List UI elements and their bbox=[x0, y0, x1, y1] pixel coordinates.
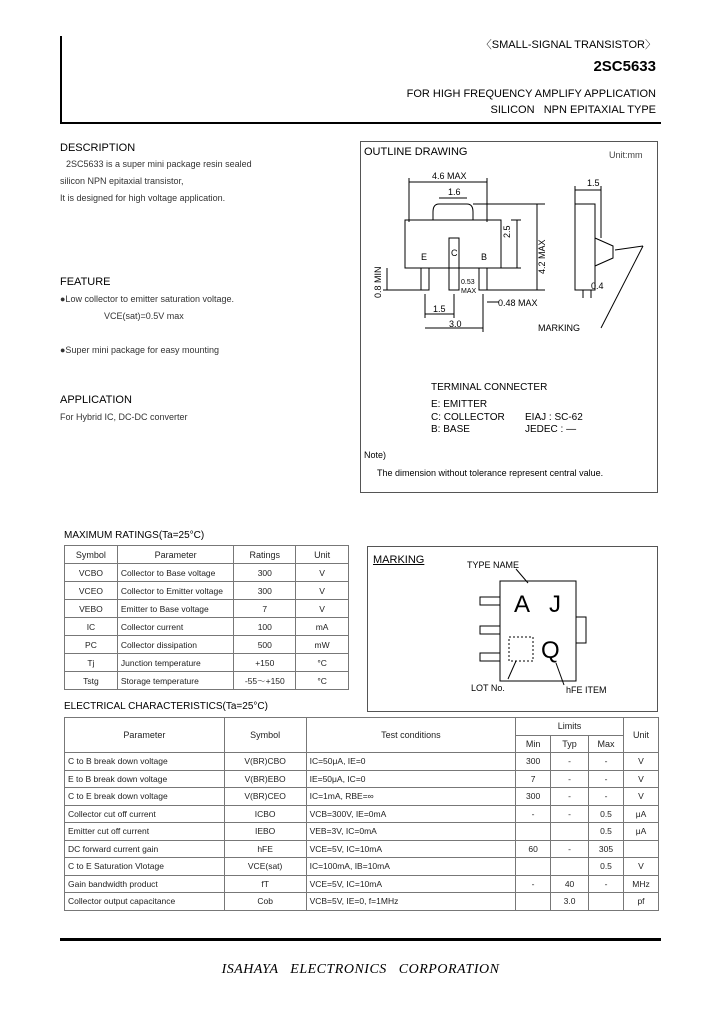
table-cell: μA bbox=[624, 823, 659, 841]
table-cell: V(BR)EBO bbox=[224, 770, 306, 788]
marking-title: MARKING bbox=[373, 554, 425, 566]
marking-lead bbox=[480, 597, 500, 605]
type-line: SILICON NPN EPITAXIAL TYPE bbox=[490, 104, 656, 116]
lead-collector bbox=[449, 238, 459, 290]
table-header: Parameter bbox=[117, 546, 234, 564]
feature-item-value: VCE(sat)=0.5V max bbox=[104, 311, 184, 321]
table-header: Limits bbox=[516, 718, 624, 736]
table-cell: Junction temperature bbox=[117, 654, 234, 672]
marking-box bbox=[367, 546, 658, 712]
table-cell: VCE(sat) bbox=[224, 858, 306, 876]
dim-0-53: 0.53 bbox=[461, 279, 475, 286]
header-left-rule bbox=[60, 36, 62, 122]
table-cell: Collector to Base voltage bbox=[117, 564, 234, 582]
table-cell: 100 bbox=[234, 618, 296, 636]
table-cell: Tstg bbox=[65, 672, 118, 690]
hfe-item-label: hFE ITEM bbox=[566, 685, 607, 695]
part-number: 2SC5633 bbox=[593, 58, 656, 75]
marking-tab bbox=[576, 617, 586, 643]
package-side-lead bbox=[595, 238, 613, 266]
table-cell: 500 bbox=[234, 636, 296, 654]
table-cell: -55～+150 bbox=[234, 672, 296, 690]
table-cell: - bbox=[551, 788, 589, 806]
marking-label: MARKING bbox=[538, 323, 581, 333]
table-cell: Collector to Emitter voltage bbox=[117, 582, 234, 600]
table-row bbox=[65, 600, 349, 618]
description-line: 2SC5633 is a super mini package resin sealed bbox=[66, 159, 252, 169]
application-text: For Hybrid IC, DC-DC converter bbox=[60, 412, 188, 422]
table-cell bbox=[516, 858, 551, 876]
package-outline-svg bbox=[361, 142, 657, 342]
unit-label: Unit:mm bbox=[609, 150, 643, 160]
table-cell: - bbox=[516, 875, 551, 893]
table-cell: Tj bbox=[65, 654, 118, 672]
table-cell bbox=[551, 823, 589, 841]
package-tab-outline bbox=[405, 204, 439, 220]
table-row bbox=[65, 654, 349, 672]
table-cell: VEBO bbox=[65, 600, 118, 618]
table-header-row bbox=[65, 546, 349, 564]
table-cell: mW bbox=[296, 636, 349, 654]
table-cell: VCE=5V, IC=10mA bbox=[306, 875, 516, 893]
table-cell: VCE=5V, IC=10mA bbox=[306, 840, 516, 858]
table-cell: DC forward current gain bbox=[65, 840, 225, 858]
table-row bbox=[65, 858, 659, 876]
table-row bbox=[65, 753, 659, 771]
table-row bbox=[65, 805, 659, 823]
table-header: Symbol bbox=[224, 718, 306, 753]
table-header-row bbox=[65, 718, 659, 736]
table-cell: MHz bbox=[624, 875, 659, 893]
table-cell: 40 bbox=[551, 875, 589, 893]
table-header: Unit bbox=[296, 546, 349, 564]
table-cell: C to B break down voltage bbox=[65, 753, 225, 771]
table-cell: VCBO bbox=[65, 564, 118, 582]
table-cell: 0.5 bbox=[589, 805, 624, 823]
marking-lead bbox=[480, 653, 500, 661]
table-header: Parameter bbox=[65, 718, 225, 753]
table-cell: C to E break down voltage bbox=[65, 788, 225, 806]
feature-heading: FEATURE bbox=[60, 276, 111, 288]
dim-1-5-bottom: 1.5 bbox=[433, 304, 446, 314]
table-cell: 7 bbox=[516, 770, 551, 788]
feature-item: ●Super mini package for easy mounting bbox=[60, 345, 220, 355]
table-cell: V bbox=[624, 753, 659, 771]
application-heading: APPLICATION bbox=[60, 394, 132, 406]
table-cell bbox=[589, 893, 624, 911]
table-cell: - bbox=[589, 788, 624, 806]
table-cell: Cob bbox=[224, 893, 306, 911]
table-cell: V(BR)CEO bbox=[224, 788, 306, 806]
pin-label-b: B bbox=[481, 252, 488, 262]
dim-0-8-min: 0.8 MIN bbox=[373, 266, 383, 298]
table-cell: IC=1mA, RBE=∞ bbox=[306, 788, 516, 806]
table-cell: fT bbox=[224, 875, 306, 893]
category-label: 〈SMALL-SIGNAL TRANSISTOR〉 bbox=[480, 39, 656, 51]
table-cell: pf bbox=[624, 893, 659, 911]
table-cell: °C bbox=[296, 672, 349, 690]
description-heading: DESCRIPTION bbox=[60, 142, 136, 154]
table-cell: C to E Saturation Vlotage bbox=[65, 858, 225, 876]
table-cell: 305 bbox=[589, 840, 624, 858]
table-cell: mA bbox=[296, 618, 349, 636]
note-title: Note) bbox=[364, 450, 387, 460]
table-cell bbox=[516, 893, 551, 911]
terminal-base: B: BASE bbox=[431, 424, 470, 435]
table-cell: +150 bbox=[234, 654, 296, 672]
table-cell bbox=[516, 823, 551, 841]
type-char-a: A bbox=[514, 591, 531, 618]
dim-4-2-max: 4.2 MAX bbox=[537, 239, 547, 274]
table-cell: hFE bbox=[224, 840, 306, 858]
electrical-table bbox=[64, 717, 659, 911]
package-tab-outline bbox=[439, 204, 499, 220]
table-cell: ICBO bbox=[224, 805, 306, 823]
table-cell: - bbox=[516, 805, 551, 823]
company-name: ISAHAYA ELECTRONICS CORPORATION bbox=[221, 962, 500, 977]
table-cell: 3.0 bbox=[551, 893, 589, 911]
table-row bbox=[65, 582, 349, 600]
table-cell: IC=50μA, IE=0 bbox=[306, 753, 516, 771]
table-row bbox=[65, 823, 659, 841]
table-header: Min bbox=[516, 735, 551, 753]
table-cell: Collector cut off current bbox=[65, 805, 225, 823]
terminal-title: TERMINAL CONNECTER bbox=[431, 382, 548, 393]
table-cell: VCB=5V, IE=0, f=1MHz bbox=[306, 893, 516, 911]
dim-max-label: MAX bbox=[461, 288, 477, 295]
table-cell: V bbox=[624, 770, 659, 788]
table-cell: 60 bbox=[516, 840, 551, 858]
table-cell: VEB=3V, IC=0mA bbox=[306, 823, 516, 841]
jedec-label: JEDEC : ― bbox=[525, 424, 577, 435]
table-cell: 7 bbox=[234, 600, 296, 618]
table-cell: V bbox=[624, 858, 659, 876]
table-header: Symbol bbox=[65, 546, 118, 564]
table-cell: 300 bbox=[234, 564, 296, 582]
footer-rule bbox=[60, 938, 661, 941]
outline-drawing-box bbox=[360, 141, 658, 493]
table-cell: Emitter cut off current bbox=[65, 823, 225, 841]
note-text: The dimension without tolerance represent central value. bbox=[377, 468, 604, 478]
table-cell: - bbox=[551, 770, 589, 788]
table-cell: Collector output capacitance bbox=[65, 893, 225, 911]
table-cell: - bbox=[551, 840, 589, 858]
dim-4-6-max: 4.6 MAX bbox=[432, 171, 467, 181]
pin-label-c: C bbox=[451, 248, 458, 258]
table-cell: μA bbox=[624, 805, 659, 823]
terminal-emitter: E: EMITTER bbox=[431, 399, 488, 410]
table-header: Test conditions bbox=[306, 718, 516, 753]
table-row bbox=[65, 636, 349, 654]
table-header: Typ bbox=[551, 735, 589, 753]
table-row bbox=[65, 893, 659, 911]
table-cell: - bbox=[551, 805, 589, 823]
pin-label-e: E bbox=[421, 252, 428, 262]
eiaj-label: EIAJ : SC-62 bbox=[525, 412, 583, 423]
table-cell: IE=50μA, IC=0 bbox=[306, 770, 516, 788]
table-cell: E to B break down voltage bbox=[65, 770, 225, 788]
table-row bbox=[65, 564, 349, 582]
table-row bbox=[65, 618, 349, 636]
table-cell: VCB=300V, IE=0mA bbox=[306, 805, 516, 823]
dim-2-5: 2.5 bbox=[502, 225, 512, 238]
table-cell: Gain bandwidth product bbox=[65, 875, 225, 893]
marking-arrow-line bbox=[615, 246, 643, 250]
table-cell: Collector current bbox=[117, 618, 234, 636]
table-header: Ratings bbox=[234, 546, 296, 564]
header-rule bbox=[60, 122, 661, 124]
max-ratings-title: MAXIMUM RATINGS(Ta=25°C) bbox=[64, 530, 205, 541]
table-cell bbox=[624, 840, 659, 858]
table-cell: V(BR)CBO bbox=[224, 753, 306, 771]
hfe-char-q: Q bbox=[541, 637, 560, 664]
table-cell: IC=100mA, IB=10mA bbox=[306, 858, 516, 876]
table-cell: 300 bbox=[516, 788, 551, 806]
type-name-label: TYPE NAME bbox=[467, 560, 520, 570]
table-cell: Storage temperature bbox=[117, 672, 234, 690]
terminal-collector: C: COLLECTOR bbox=[431, 412, 505, 423]
table-cell: Collector dissipation bbox=[117, 636, 234, 654]
table-cell: IC bbox=[65, 618, 118, 636]
feature-item: ●Low collector to emitter saturation voltage. bbox=[60, 294, 235, 304]
table-row bbox=[65, 770, 659, 788]
electrical-title: ELECTRICAL CHARACTERISTICS(Ta=25°C) bbox=[64, 701, 268, 712]
table-header: Unit bbox=[624, 718, 659, 753]
max-ratings-table bbox=[64, 545, 349, 690]
table-cell: V bbox=[624, 788, 659, 806]
marking-package-body bbox=[500, 581, 576, 681]
package-side-outline bbox=[575, 204, 595, 290]
dim-3-0: 3.0 bbox=[449, 319, 462, 329]
application-line: FOR HIGH FREQUENCY AMPLIFY APPLICATION bbox=[406, 88, 656, 100]
table-cell: VCEO bbox=[65, 582, 118, 600]
lead-emitter bbox=[421, 268, 429, 290]
table-cell: 0.5 bbox=[589, 823, 624, 841]
outline-title: OUTLINE DRAWING bbox=[364, 146, 468, 158]
dim-1-6: 1.6 bbox=[448, 187, 461, 197]
lead-base bbox=[479, 268, 487, 290]
table-cell: V bbox=[296, 582, 349, 600]
marking-package-svg bbox=[368, 547, 657, 711]
table-row bbox=[65, 672, 349, 690]
table-cell: V bbox=[296, 600, 349, 618]
table-cell: - bbox=[551, 753, 589, 771]
table-row bbox=[65, 840, 659, 858]
table-cell bbox=[551, 858, 589, 876]
table-row bbox=[65, 875, 659, 893]
table-cell: 300 bbox=[234, 582, 296, 600]
table-cell: Emitter to Base voltage bbox=[117, 600, 234, 618]
dim-1-5-top: 1.5 bbox=[587, 178, 600, 188]
marking-arrow-line bbox=[601, 246, 643, 328]
dim-0-4: 0.4 bbox=[591, 281, 604, 291]
type-char-j: J bbox=[549, 591, 561, 618]
table-cell: PC bbox=[65, 636, 118, 654]
table-cell: 0.5 bbox=[589, 858, 624, 876]
description-line: silicon NPN epitaxial transistor, bbox=[60, 176, 184, 186]
table-cell: °C bbox=[296, 654, 349, 672]
lot-number-label: LOT No. bbox=[471, 683, 505, 693]
table-cell: - bbox=[589, 875, 624, 893]
dim-0-48-max: 0.48 MAX bbox=[498, 298, 538, 308]
table-cell: - bbox=[589, 753, 624, 771]
table-cell: - bbox=[589, 770, 624, 788]
table-cell: V bbox=[296, 564, 349, 582]
table-header: Max bbox=[589, 735, 624, 753]
table-cell: 300 bbox=[516, 753, 551, 771]
table-cell: IEBO bbox=[224, 823, 306, 841]
table-row bbox=[65, 788, 659, 806]
description-line: It is designed for high voltage application. bbox=[60, 193, 226, 203]
marking-lead bbox=[480, 626, 500, 634]
